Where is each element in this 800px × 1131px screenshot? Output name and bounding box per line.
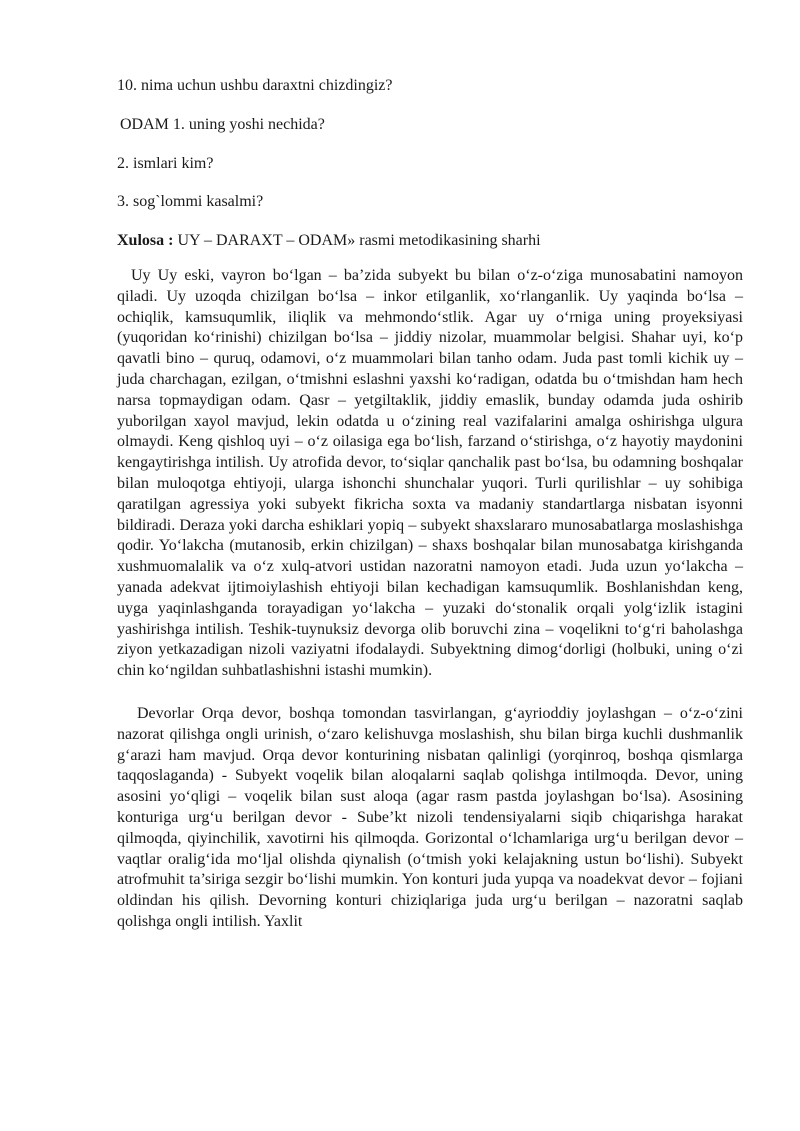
question-3: 3. sog`lommi kasalmi? [117, 193, 264, 211]
question-odam-1: ODAM 1. uning yoshi nechida? [120, 115, 325, 133]
conclusion-heading [117, 231, 743, 252]
conclusion-text: UY – DARAXT – ODAM» rasmi metodikasining sharhi [173, 232, 541, 250]
paragraph-uy: Uy Uy eski, vayron bo‘lgan – ba’zida subyekt bu bilan o‘z-o‘ziga munosabatini namoyon qiladi. Uy uzoqda chizilgan bo‘lsa – inkor etilganlik, xo‘rlanganlik. Uy yaqinda bo‘lsa – ochiqlik, kamsuqumlik, iliqlik va mehmondo‘stlik. Agar uy o‘rniga uning proyeksiyasi (yuqoridan ko‘rinishi) chizilgan bo‘lsa – jiddiy nizolar, muammolar belgisi. Shahar uyi, ko‘p qavatli bino – quruq, odamovi, o‘z muammolari bilan tanho odam. Juda past tomli kichik uy – juda charchagan, ezilgan, o‘tmishni eslashni yaxshi ko‘radigan, odatda bu o‘tmishdan ham hech narsa topmaydigan odam. Qasr – yetgiltaklik, jiddiy emaslik, bunday odamda juda oshirib yuborilgan xayol mavjud, lekin odatda u o‘zining real vazifalarini amalga oshirishga ulgura olmaydi. Keng qishloq uyi – o‘z oilasiga ega bo‘lish, farzand o‘stirishga, o‘z hayotiy maydonini kengaytirishga intilish. Uy atrofida devor, to‘siqlar qanchalik past bo‘lsa, bu odamning boshqalar bilan muloqotga ehtiyoji, ularga ishonchi shunchalar yuqori. Turli qurilishlar – uy sohibiga qaratilgan agressiya yoki subyekt fikricha soxta va madaniy standartlarga nisbatan isyonni bildiradi. Deraza yoki darcha eshiklari yopiq – subyekt shaxslararo munosabatlarga moslashishga qodir. Yo‘lakcha (mutanosib, erkin chizilgan) – shaxs boshqalar bilan munosabatga kirishganda xushmuomalalik va o‘z xulq-atvori ustidan nazoratni namoyon etadi. Juda uzun yo‘lakcha – yanada adekvat ijtimoiylashish ehtiyoji bilan kechadigan kamsuqumlik. Boshlanishdan keng, uyga yaqinlashganda torayadigan yo‘lakcha – yuzaki do‘stonalik orqali yolg‘izlik istagini yashirishga intilish. Teshik-tuynuksiz devorga olib boruvchi zina – voqelikni to‘g‘ri baholashga ziyon yetkazadigan nizoli vaziyatni ifodalaydi. Subyektning dimog‘dorligi (holbuki, uning o‘zi chin ko‘ngildan suhbatlashishni istashi mumkin). [117, 266, 743, 680]
question-10: 10. nima uchun ushbu daraxtni chizdingiz? [117, 77, 393, 94]
paragraph-devorlar: Devorlar Orqa devor, boshqa tomondan tasvirlangan, g‘ayrioddiy joylashgan – o‘z-o‘zini nazorat qilishga ongli urinish, o‘zaro kelishuvga moslashish, shu bilan birga kuchli dushmanlik g‘arazi ham mavjud. Orqa devor konturining nisbatan qalinligi (yorqinroq, boshqa qismlarga taqqoslaganda) - Subyekt voqelik bilan aloqalarni saqlab qolishga intilmoqda. Devor, uning asosini yo‘qligi – voqelik bilan sust aloqa (agar rasm pastda joylashgan bo‘lsa). Asosining konturiga urg‘u berilgan devor - Sube’kt nizoli tendensiyalarni siqib chiqarishga harakat qilmoqda, qiyinchilik, xavotirni his qilmoqda. Gorizontal o‘lchamlariga urg‘u berilgan devor – vaqtlar oralig‘ida mo‘ljal olishda qiynalish (o‘tmish yoki kelajakning ustun bo‘lishi). Subyekt atrofmuhit ta’siriga sezgir bo‘lishi mumkin. Yon konturi juda yupqa va noadekvat devor – fojiani oldindan his qilish. Devorning konturi chiziqlariga juda urg‘u berilgan – nazoratni saqlab qolishga ongli intilish. Yaxlit [117, 704, 743, 930]
document-page [117, 76, 743, 933]
question-2: 2. ismlari kim? [117, 154, 214, 172]
conclusion-label: Xulosa : [117, 232, 174, 250]
